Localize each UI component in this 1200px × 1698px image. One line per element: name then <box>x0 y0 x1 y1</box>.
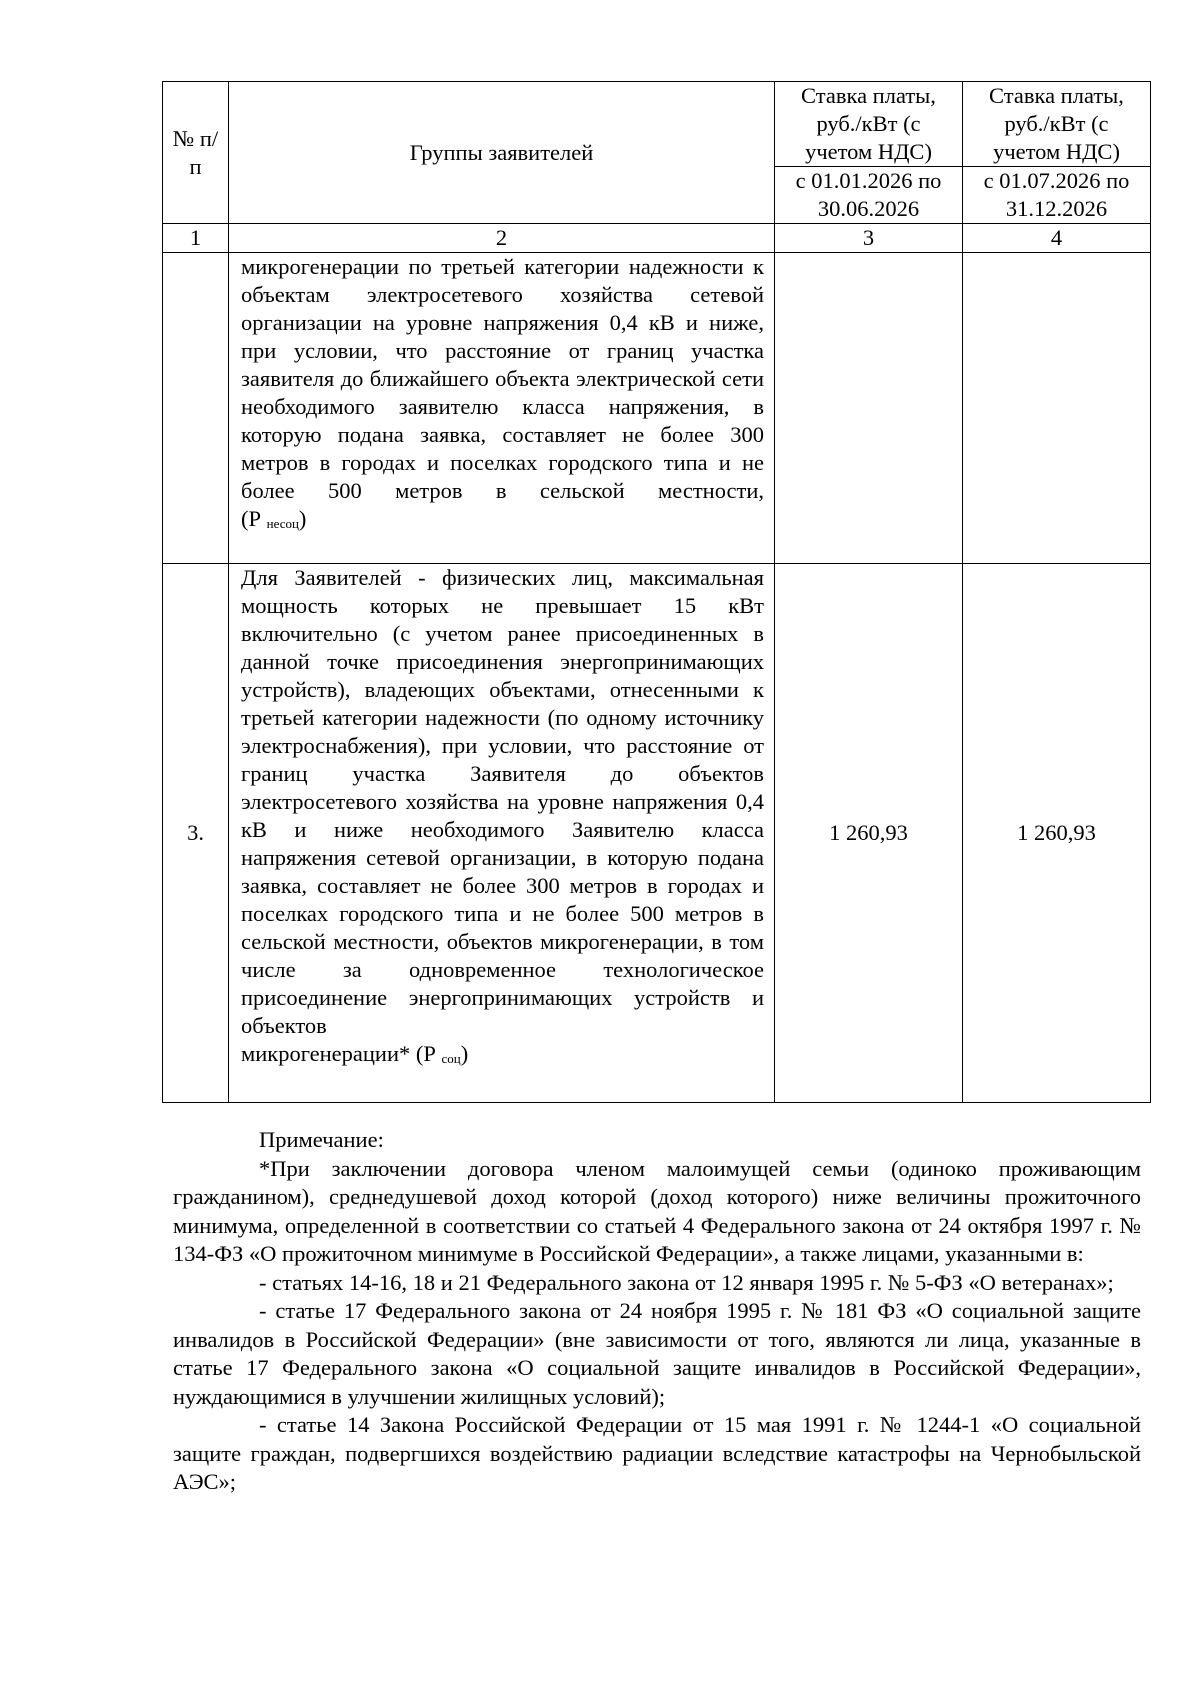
column-number-row <box>163 224 1151 253</box>
header-rate-4: Ставка платы, руб./кВт (с учетом НДС) <box>963 82 1151 167</box>
table-row <box>163 564 1151 1103</box>
column-number: 3 <box>775 224 963 253</box>
tariff-table <box>162 81 1151 1103</box>
table-header-row <box>163 82 1151 167</box>
notes-paragraph: - статье 17 Федерального закона от 24 ноября 1995 г. № 181 ФЗ «О социальной защите инвалидов в Российской Федерации» (вне зависимости от того, являются ли лица, указанные в статье 17 Федерального закона «О социальной защите инвалидов в Российской Федерации», нуждающимися в улучшении жилищных условий); <box>173 1298 1141 1409</box>
row-rate-3: 1 260,93 <box>775 564 963 1103</box>
notes-paragraph: - статье 14 Закона Российской Федерации от 15 мая 1991 г. № 1244-1 «О социальной защите граждан, подвергшихся воздействию радиации вследствие катастрофы на Чернобыльской АЭС»; <box>173 1412 1141 1494</box>
notes-title: Примечание: <box>259 1127 384 1152</box>
tariff-symbol: микрогенерации* (Р <box>241 1041 436 1066</box>
table-row <box>163 253 1151 564</box>
column-number: 2 <box>229 224 775 253</box>
row-group-text <box>229 253 775 564</box>
row-group-tail <box>241 505 764 538</box>
header-period-3: с 01.01.2026 по 30.06.2026 <box>775 167 963 224</box>
notes-section <box>173 1126 1141 1497</box>
tariff-subscript: соц <box>441 1051 461 1066</box>
header-num: № п/п <box>163 82 229 224</box>
row-group-body: микрогенерации по третьей категории надежности к объектам электросетевого хозяйства сетевой организации на уровне напряжения 0,4 кВ и ниже, при условии, что расстояние от границ участка заявителя до ближайшего объекта электрической сети необходимого заявителю класса напряжения, в которую подана заявка, составляет не более 300 метров в городах и поселках городского типа и не более 500 метров в сельской местности, <box>241 254 764 503</box>
header-group: Группы заявителей <box>229 82 775 224</box>
row-num <box>163 253 229 564</box>
tariff-close: ) <box>298 506 307 531</box>
row-group-tail <box>241 1040 764 1073</box>
row-group-text <box>229 564 775 1103</box>
tariff-symbol: (Р <box>241 506 262 531</box>
header-period-4: с 01.07.2026 по 31.12.2026 <box>963 167 1151 224</box>
header-rate-3: Ставка платы, руб./кВт (с учетом НДС) <box>775 82 963 167</box>
row-rate-4: 1 260,93 <box>963 564 1151 1103</box>
tariff-subscript: несоц <box>266 516 299 531</box>
tariff-close: ) <box>460 1041 469 1066</box>
row-rate-4 <box>963 253 1151 564</box>
row-group-body: Для Заявителей - физических лиц, максимальная мощность которых не превышает 15 кВт включительно (с учетом ранее присоединенных в данной точке присоединения энергопринимающих устройств), владеющих объектами, отнесенными к третьей категории надежности (по одному источнику электроснабжения), при условии, что расстояние от границ участка Заявителя до объектов электросетевого хозяйства на уровне напряжения 0,4 кВ и ниже необходимого Заявителю класса напряжения сетевой организации, в которую подана заявка, составляет не более 300 метров в городах и поселках городского типа и не более 500 метров в сельской местности, объектов микрогенерации, в том числе за одновременное технологическое присоединение энергопринимающих устройств и объектов <box>241 565 764 1038</box>
notes-paragraph: *При заключении договора членом малоимущей семьи (одиноко проживающим гражданином), среднедушевой доход которой (доход которого) ниже величины прожиточного минимума, определенной в соответствии со статьей 4 Федерального закона от 24 октября 1997 г. № 134-ФЗ «О прожиточном минимуме в Российской Федерации», а также лицами, указанными в: <box>173 1155 1141 1266</box>
row-rate-3 <box>775 253 963 564</box>
column-number: 4 <box>963 224 1151 253</box>
row-num: 3. <box>163 564 229 1103</box>
notes-paragraph: - статьях 14-16, 18 и 21 Федерального закона от 12 января 1995 г. № 5-ФЗ «О ветеранах»; <box>259 1269 1114 1295</box>
column-number: 1 <box>163 224 229 253</box>
